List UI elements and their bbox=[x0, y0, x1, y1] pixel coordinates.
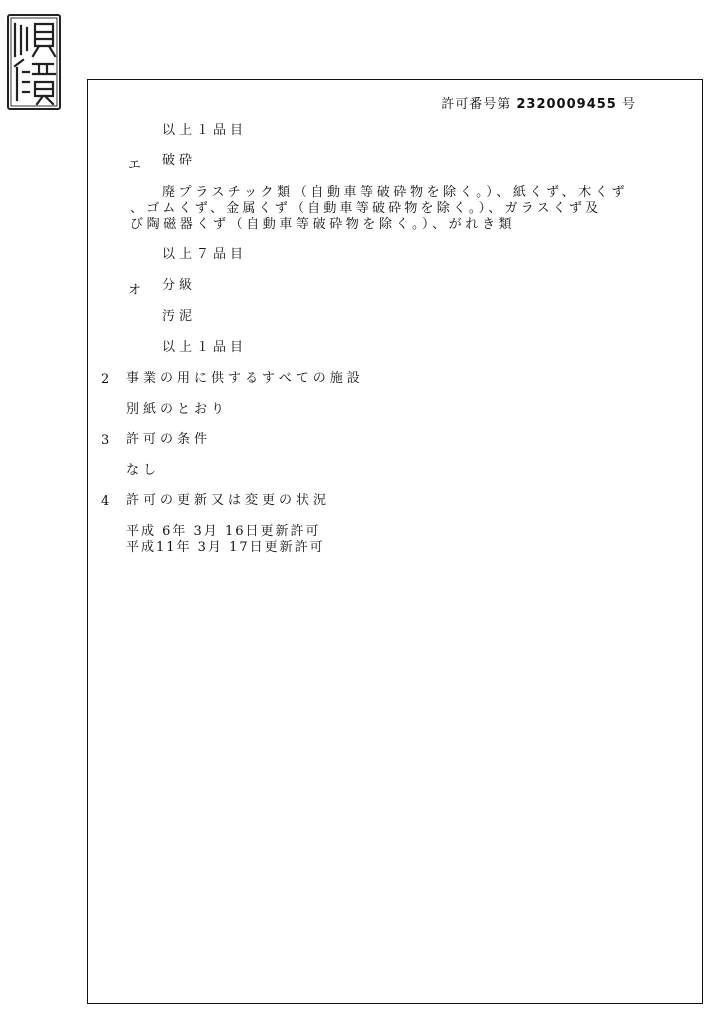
item-e-title: 破砕 bbox=[162, 153, 197, 168]
seal-stamp-graphic bbox=[9, 16, 59, 108]
permit-number-header bbox=[441, 93, 636, 112]
summary-seven-items: 以上７品目 bbox=[162, 247, 248, 262]
summary-one-item: 以上１品目 bbox=[162, 123, 248, 138]
permit-suffix: 号 bbox=[621, 97, 636, 112]
section-2-body: 別紙のとおり bbox=[126, 402, 229, 417]
crush-line-1: 廃プラスチック類（自動車等破砕物を除く。）、紙くず、木くず bbox=[162, 185, 629, 200]
section-4-title: 許可の更新又は変更の状況 bbox=[126, 493, 331, 508]
permit-number: 2320009455 bbox=[516, 97, 617, 112]
section-2-number: 2 bbox=[101, 372, 110, 387]
section-3-body: なし bbox=[126, 463, 161, 478]
official-seal bbox=[7, 14, 61, 110]
section-3-number: 3 bbox=[101, 433, 110, 448]
item-e-marker: エ bbox=[128, 158, 142, 173]
summary-one-item-2: 以上１品目 bbox=[162, 340, 248, 355]
item-o-marker: オ bbox=[128, 283, 142, 298]
crush-line-3: び陶磁器くず（自動車等破砕物を除く。）、がれき類 bbox=[130, 217, 516, 232]
item-o-body: 汚泥 bbox=[162, 309, 197, 324]
crush-line-2: 、ゴムくず、金属くず（自動車等破砕物を除く。）、ガラスくず及 bbox=[130, 201, 602, 216]
section-2-title: 事業の用に供するすべての施設 bbox=[126, 371, 364, 386]
section-3-title: 許可の条件 bbox=[126, 432, 212, 447]
permit-prefix: 許可番号第 bbox=[441, 97, 512, 112]
item-o-title: 分級 bbox=[162, 278, 197, 293]
section-4-number: 4 bbox=[101, 494, 110, 509]
renewal-history-1: 平成 6年 3月 16日更新許可 bbox=[126, 524, 321, 539]
renewal-history-2: 平成11年 3月 17日更新許可 bbox=[126, 540, 325, 555]
